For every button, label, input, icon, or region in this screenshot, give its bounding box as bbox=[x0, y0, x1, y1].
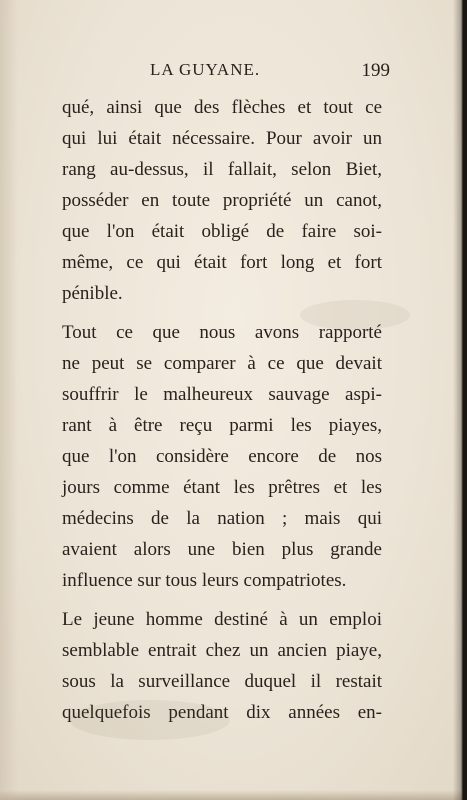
text-line: pénible. bbox=[62, 283, 123, 304]
text-line: que l'on considère encore de nos bbox=[62, 446, 382, 467]
paragraph-gap bbox=[62, 596, 382, 604]
text-line: même, ce qui était fort long et fort bbox=[62, 252, 382, 273]
text-line: jours comme étant les prêtres et les bbox=[62, 477, 382, 498]
text-line: que l'on était obligé de faire soi- bbox=[62, 221, 382, 242]
text-line: influence sur tous leurs compatriotes. bbox=[62, 570, 347, 591]
paper-stain bbox=[300, 300, 410, 330]
text-line: sous la surveillance duquel il restait bbox=[62, 671, 382, 692]
body-text bbox=[62, 92, 382, 728]
text-line: avaient alors une bien plus grande bbox=[62, 539, 382, 560]
text-line: quelquefois pendant dix années en- bbox=[62, 702, 382, 723]
text-line: rant à être reçu parmi les piayes, bbox=[62, 415, 382, 436]
text-line: posséder en toute propriété un canot, bbox=[62, 190, 382, 211]
paragraph-2 bbox=[62, 317, 382, 596]
text-line: souffrir le malheureux sauvage aspi- bbox=[62, 384, 382, 405]
text-line: Le jeune homme destiné à un emploi bbox=[62, 609, 382, 630]
text-line: Tout ce que nous avons rapporté bbox=[62, 322, 382, 343]
text-line: semblable entrait chez un ancien piaye, bbox=[62, 640, 382, 661]
text-line: qui lui était nécessaire. Pour avoir un bbox=[62, 128, 382, 149]
text-line: ne peut se comparer à ce que devait bbox=[62, 353, 382, 374]
paragraph-1 bbox=[62, 92, 382, 309]
page-edge bbox=[0, 790, 467, 800]
running-head-title: LA GUYANE. bbox=[150, 60, 261, 79]
text-line: rang au-dessus, il fallait, selon Biet, bbox=[62, 159, 382, 180]
running-head bbox=[60, 60, 390, 88]
text-line: médecins de la nation ; mais qui bbox=[62, 508, 382, 529]
page-number: 199 bbox=[361, 60, 390, 81]
paper-stain bbox=[70, 700, 230, 740]
text-line: qué, ainsi que des flèches et tout ce bbox=[62, 97, 382, 118]
